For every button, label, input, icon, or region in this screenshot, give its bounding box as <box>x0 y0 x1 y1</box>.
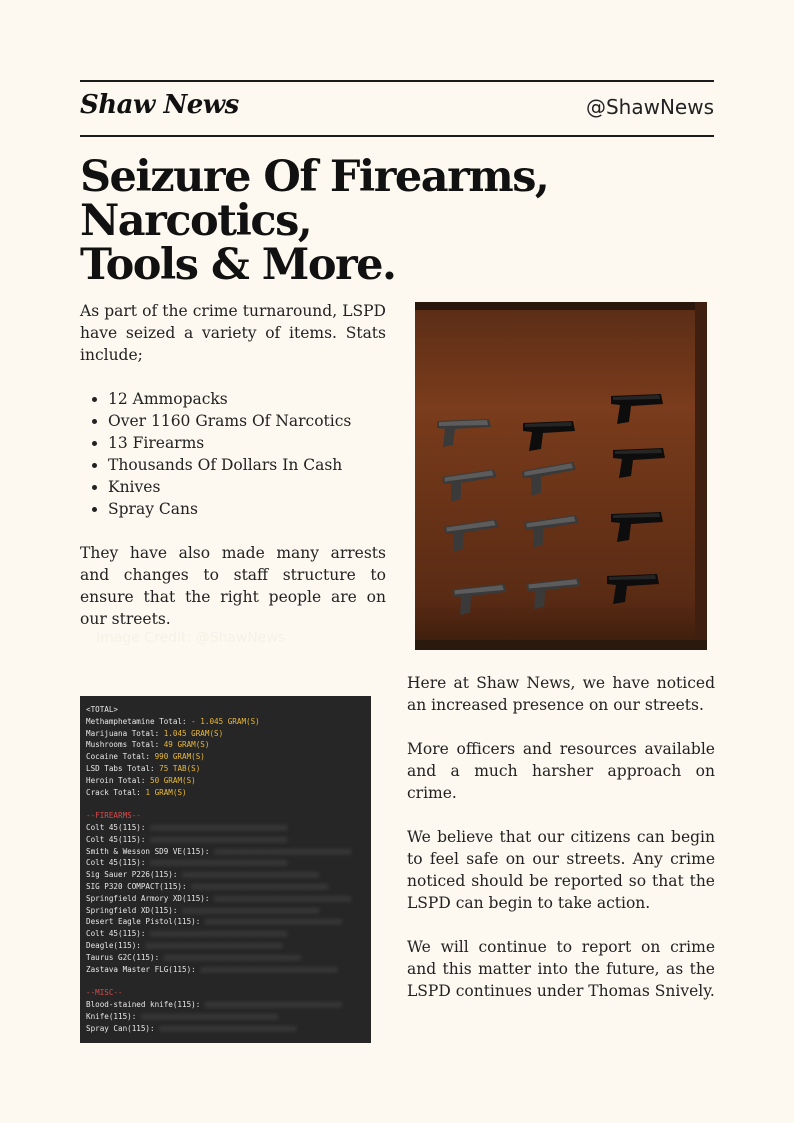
masthead-logo: Shaw News <box>80 90 239 120</box>
log-total-row <box>86 775 365 787</box>
log-redacted: xxxxxxxxxxxxxxxxxxxxxxxxxxxxxx <box>200 964 338 974</box>
log-firearm-row <box>86 964 365 976</box>
log-firearm-row <box>86 916 365 928</box>
log-firearm-row <box>86 834 365 846</box>
log-firearms-header: --FIREARMS-- <box>86 811 141 821</box>
bottom-rule <box>80 135 714 137</box>
log-label: Colt 45(115): <box>86 822 151 832</box>
pistol-icon <box>524 515 581 548</box>
faint-caption: Image Credit: @ShawNews <box>96 630 286 646</box>
log-label: Crack Total: <box>86 787 146 797</box>
log-redacted: xxxxxxxxxxxxxxxxxxxxxxxxxxxxxx <box>150 858 288 868</box>
log-label: Taurus G2C(115): <box>86 952 164 962</box>
intro-paragraph: As part of the crime turnaround, LSPD have seized a variety of items. Stats include; <box>80 302 386 364</box>
log-value: - 1.045 GRAM(S) <box>191 716 260 726</box>
log-label: Colt 45(115): <box>86 858 151 868</box>
log-firearm-row <box>86 928 365 940</box>
log-label: Desert Eagle Pistol(115): <box>86 917 205 927</box>
log-total-row <box>86 787 365 799</box>
log-firearm-row <box>86 940 365 952</box>
pistol-icon <box>611 512 663 542</box>
log-label: Spray Can(115): <box>86 1023 160 1033</box>
arrests-paragraph: They have also made many arrests and changes to staff structure to ensure that the right people are on our streets. <box>80 544 386 628</box>
log-value: 1 GRAM(S) <box>145 787 187 797</box>
seized-firearms-photo <box>415 302 707 650</box>
pistol-icon <box>613 448 665 478</box>
stat-item: • Thousands Of Dollars In Cash <box>108 454 386 476</box>
log-redacted: xxxxxxxxxxxxxxxxxxxxxxxxxxxxxx <box>182 905 320 915</box>
log-value: 75 TAB(S) <box>159 763 201 773</box>
log-total-row <box>86 763 365 775</box>
log-label: Deagle(115): <box>86 940 146 950</box>
log-label: SIG P320 COMPACT(115): <box>86 881 192 891</box>
log-firearm-row <box>86 952 365 964</box>
log-label: Sig Sauer P226(115): <box>86 870 183 880</box>
log-label: Zastava Master FLG(115): <box>86 964 201 974</box>
log-label: Heroin Total: <box>86 775 151 785</box>
log-firearm-row <box>86 869 365 881</box>
log-misc-row <box>86 999 365 1011</box>
log-misc-header: --MISC-- <box>86 988 123 998</box>
log-label: Colt 45(115): <box>86 929 151 939</box>
log-redacted: xxxxxxxxxxxxxxxxxxxxxxxxxxxxxx <box>140 1011 279 1021</box>
pistol-icon <box>444 519 501 552</box>
log-redacted: xxxxxxxxxxxxxxxxxxxxxxxxxxxxxx <box>159 1023 297 1033</box>
log-misc-row <box>86 1011 365 1023</box>
log-redacted: xxxxxxxxxxxxxxxxxxxxxxxxxxxxxx <box>214 893 352 903</box>
top-rule <box>80 80 714 82</box>
right-column <box>407 672 715 1024</box>
stat-item: • Knives <box>108 476 386 498</box>
log-spacer <box>86 975 365 987</box>
body-paragraph: We will continue to report on crime and this matter into the future, as the LSPD continues under Thomas Snively. <box>407 938 715 1000</box>
log-redacted: xxxxxxxxxxxxxxxxxxxxxxxxxxxxxx <box>191 881 329 891</box>
log-label: Marijuana Total: <box>86 728 164 738</box>
log-label: Smith & Wesson SD9 VE(115): <box>86 846 215 856</box>
log-firearm-row <box>86 857 365 869</box>
log-label: Springfield XD(115): <box>86 905 183 915</box>
social-handle: @ShawNews <box>585 95 714 119</box>
log-redacted: xxxxxxxxxxxxxxxxxxxxxxxxxxxxxx <box>150 822 288 832</box>
log-total-row <box>86 716 365 728</box>
pistol-icon <box>611 394 663 424</box>
stat-item: • Over 1160 Grams Of Narcotics <box>108 410 386 432</box>
log-redacted: xxxxxxxxxxxxxxxxxxxxxxxxxxxxxx <box>163 952 301 962</box>
log-value: 990 GRAM(S) <box>154 752 205 762</box>
stat-item: • Spray Cans <box>108 498 386 520</box>
pistol-icon <box>442 469 499 502</box>
pistol-icon <box>523 421 575 451</box>
log-total-row <box>86 728 365 740</box>
log-label: Blood-stained knife(115): <box>86 999 205 1009</box>
stat-item: • 13 Firearms <box>108 432 386 454</box>
log-firearm-row <box>86 881 365 893</box>
log-value: 49 GRAM(S) <box>163 740 210 750</box>
log-spacer <box>86 798 365 810</box>
pistols-graphic <box>415 302 707 650</box>
log-total-row <box>86 739 365 751</box>
log-firearm-row <box>86 846 365 858</box>
log-redacted: xxxxxxxxxxxxxxxxxxxxxxxxxxxxxx <box>150 929 288 939</box>
log-label: Colt 45(115): <box>86 834 151 844</box>
stat-item: • 12 Ammopacks <box>108 388 386 410</box>
pistol-icon <box>607 574 659 604</box>
log-label: Methamphetamine Total: <box>86 716 192 726</box>
log-redacted: xxxxxxxxxxxxxxxxxxxxxxxxxxxxxx <box>145 940 283 950</box>
log-label: Mushrooms Total: <box>86 740 164 750</box>
pistol-icon <box>437 419 491 447</box>
log-firearm-row <box>86 893 365 905</box>
left-column <box>80 300 386 652</box>
body-paragraph: Here at Shaw News, we have noticed an increased presence on our streets. <box>407 674 715 714</box>
body-paragraph: We believe that our citizens can begin to feel safe on our streets. Any crime noticed should be reported so that the LSPD can begin to take action. <box>407 828 715 912</box>
pistol-icon <box>522 462 579 497</box>
log-misc-row <box>86 1023 365 1035</box>
log-redacted: xxxxxxxxxxxxxxxxxxxxxxxxxxxxxx <box>204 917 343 927</box>
body-paragraph: More officers and resources available and a much harsher approach on crime. <box>407 740 715 802</box>
log-value: 1.045 GRAM(S) <box>163 728 224 738</box>
pistol-icon <box>452 584 508 616</box>
stats-list <box>80 388 386 520</box>
log-total-header: <TOTAL> <box>86 705 119 714</box>
log-value: 50 GRAM(S) <box>150 775 196 785</box>
log-redacted: xxxxxxxxxxxxxxxxxxxxxxxxxxxxxx <box>204 999 343 1009</box>
inventory-log-screenshot <box>80 696 371 1043</box>
log-firearm-row <box>86 822 365 834</box>
log-label: LSD Tabs Total: <box>86 763 160 773</box>
log-firearm-row <box>86 905 365 917</box>
log-total-row <box>86 751 365 763</box>
log-label: Springfield Armory XD(115): <box>86 893 215 903</box>
log-label: Cocaine Total: <box>86 752 155 762</box>
pistol-icon <box>526 578 582 610</box>
log-redacted: xxxxxxxxxxxxxxxxxxxxxxxxxxxxxx <box>182 870 320 880</box>
headline-line-1: Seizure Of Firearms, Narcotics, <box>80 152 549 246</box>
headline-line-2: Tools & More. <box>80 240 396 290</box>
article-headline <box>80 152 720 290</box>
log-redacted: xxxxxxxxxxxxxxxxxxxxxxxxxxxxxx <box>214 846 352 856</box>
log-label: Knife(115): <box>86 1011 141 1021</box>
log-redacted: xxxxxxxxxxxxxxxxxxxxxxxxxxxxxx <box>150 834 288 844</box>
